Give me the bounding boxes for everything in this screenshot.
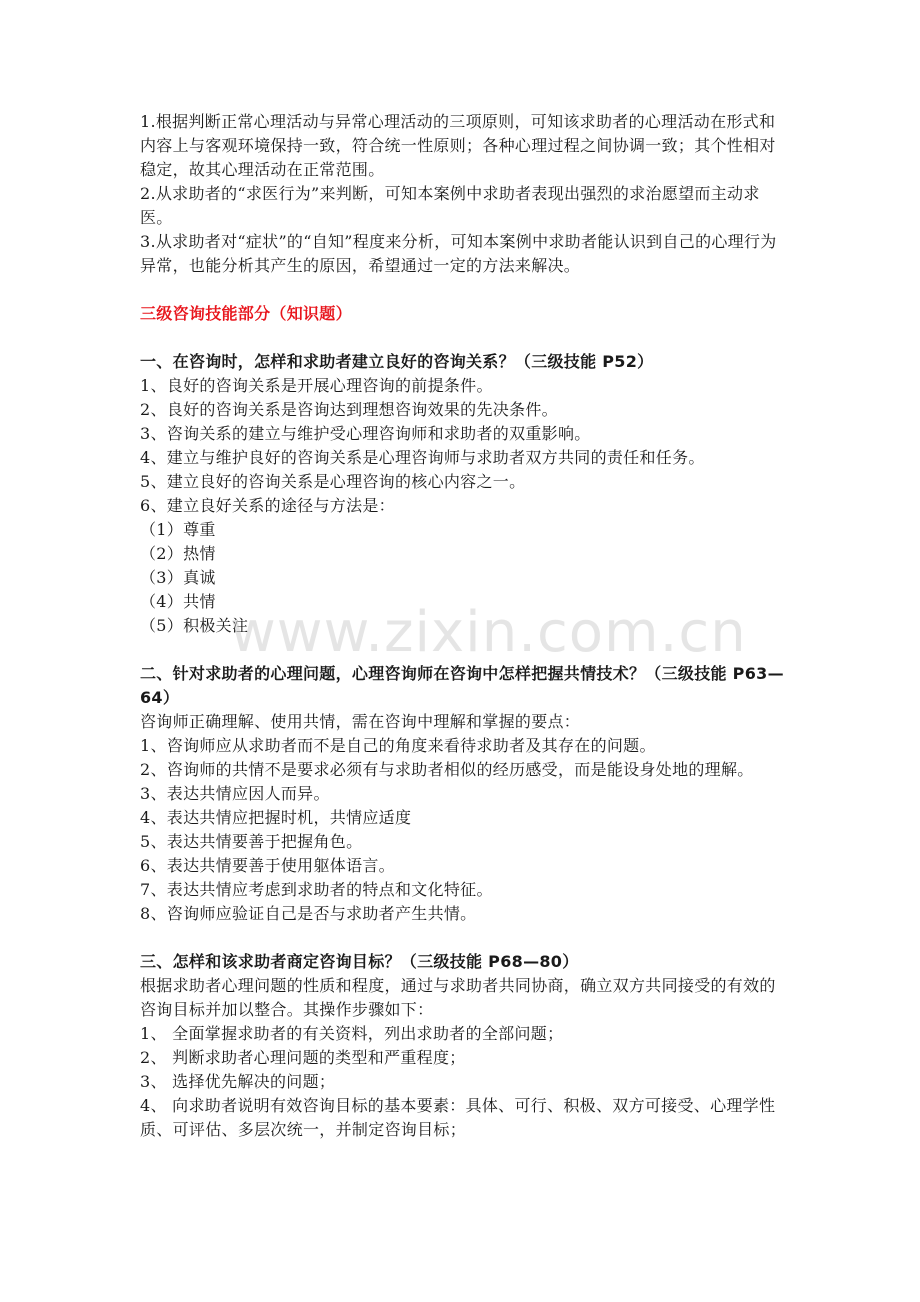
q1-item: 3、咨询关系的建立与维护受心理咨询师和求助者的双重影响。 [140,424,591,443]
q1-item: 2、良好的咨询关系是咨询达到理想咨询效果的先决条件。 [140,400,558,419]
intro-paragraph-1: 1.根据判断正常心理活动与异常心理活动的三项原则，可知该求助者的心理活动在形式和内容上与客观环境保持一致，符合统一性原则；各种心理过程之间协调一致；其个性相对稳定，故其心理活动在正常范围。 [140,112,776,179]
q1-item: 4、建立与维护良好的咨询关系是心理咨询师与求助者双方共同的责任和任务。 [140,448,705,467]
q2-item: 7、表达共情应考虑到求助者的特点和文化特征。 [140,880,493,899]
q2-heading: 二、针对求助者的心理问题，心理咨询师在咨询中怎样把握共情技术？（三级技能 P63—64） [140,664,784,707]
q1-item: 6、建立良好关系的途径与方法是： [140,496,395,515]
q1-heading: 一、在咨询时，怎样和求助者建立良好的咨询关系？（三级技能 P52） [140,352,654,371]
q3-item: 4、 向求助者说明有效咨询目标的基本要素：具体、可行、积极、双方可接受、心理学性质、可评估、多层次统一，并制定咨询目标； [140,1096,776,1139]
section-title: 三级咨询技能部分（知识题） [140,304,352,323]
q2-item: 3、表达共情应因人而异。 [140,784,330,803]
q1-subitem: （4）共情 [140,592,216,611]
q3-item: 根据求助者心理问题的性质和程度，通过与求助者共同协商，确立双方共同接受的有效的咨询目标并加以整合。其操作步骤如下： [140,976,776,1019]
q3-heading: 三、怎样和该求助者商定咨询目标？（三级技能 P68—80） [140,952,579,971]
q3-item: 1、 全面掌握求助者的有关资料，列出求助者的全部问题； [140,1024,564,1043]
q1-subitem: （1）尊重 [140,520,216,539]
q1-subitem: （5）积极关注 [140,616,249,635]
q1-item: 5、建立良好的咨询关系是心理咨询的核心内容之一。 [140,472,526,491]
q1-item: 1、良好的咨询关系是开展心理咨询的前提条件。 [140,376,493,395]
q3-item: 3、 选择优先解决的问题； [140,1072,336,1091]
q2-item: 8、咨询师应验证自己是否与求助者产生共情。 [140,904,477,923]
watermark: www.zixin.com.cn [230,600,747,665]
q2-item: 5、表达共情要善于把握角色。 [140,832,363,851]
intro-paragraph-2: 2.从求助者的“求医行为”来判断，可知本案例中求助者表现出强烈的求治愿望而主动求医。 [140,184,760,227]
document-body [140,110,790,1142]
q2-item: 4、表达共情应把握时机，共情应适度 [140,808,412,827]
q1-subitem: （2）热情 [140,544,216,563]
q2-item: 6、表达共情要善于使用躯体语言。 [140,856,395,875]
q3-item: 2、 判断求助者心理问题的类型和严重程度； [140,1048,466,1067]
q2-item: 1、咨询师应从求助者而不是自己的角度来看待求助者及其存在的问题。 [140,736,656,755]
intro-paragraph-3: 3.从求助者对“症状”的“自知”程度来分析，可知本案例中求助者能认识到自己的心理行为异常，也能分析其产生的原因，希望通过一定的方法来解决。 [140,232,777,275]
q2-item: 咨询师正确理解、使用共情，需在咨询中理解和掌握的要点： [140,712,581,731]
q1-subitem: （3）真诚 [140,568,216,587]
q2-item: 2、咨询师的共情不是要求必须有与求助者相似的经历感受，而是能设身处地的理解。 [140,760,754,779]
